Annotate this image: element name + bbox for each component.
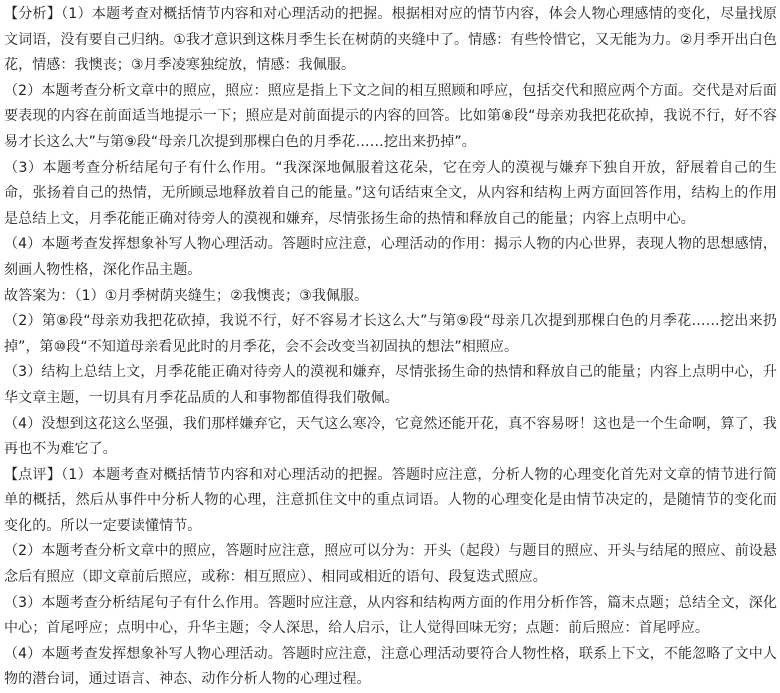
comment-q2: （2）本题考查分析文章中的照应，答题时应注意，照应可以分为：开头（起段）与题目的照应、开头与结尾的照应、前设悬念后有照应（即文章前后照应，或称：相互照应）、相同或相近的语句、段复迭式照应。 — [4, 543, 777, 586]
analysis-section — [4, 2, 777, 284]
answer-section — [4, 284, 777, 463]
answer-q1: 故答案为：（1）①月季树荫夹缝生；②我懊丧；③我佩服。 — [4, 287, 369, 304]
answer-q4: （4）没想到这花这么坚强，我们那样嫌弃它，天气这么寒冷，它竟然还能开花，真不容易呀！这也是一个生命啊，算了，我再也不为难它了。 — [4, 415, 777, 458]
answer-q3: （3）结构上总结上文，月季花能正确对待旁人的漠视和嫌弃，尽情张扬生命的热情和释放自己的能量；内容上点明中心，升华文章主题，一切具有月季花品质的人和事物都值得我们敬佩。 — [4, 364, 777, 406]
comment-q4: （4）本题考查发挥想象补写人物心理活动。答题时应注意，注意心理活动要符合人物性格，联系上下文，不能忽略了文中人物的潜台词，通过语言、神态、动作分析人物的心理过程。 — [4, 645, 777, 688]
analysis-q2: （2）本题考查分析文章中的照应，照应：照应是指上下文之间的相互照顾和呼应，包括交代和照应两个方面。交代是对后面要表现的内容在前面适当地提示一下；照应是对前面提示的内容的回答。比如第⑧段“母亲劝我把花砍掉，我说不行，好不容易才长这么大”与第⑨段“母亲几次提到那棵白色的月季花……挖出来扔掉”。 — [4, 82, 777, 150]
analysis-q1: 【分析】（1）本题考查对概括情节内容和对心理活动的把握。根据相对应的情节内容，体会人物心理感情的变化，尽量找原文词语，没有要自己归纳。①我才意识到这株月季生长在树荫的夹缝中了。情感：有些怜惜它，又无能为力。②月季开出白色花，情感：我懊丧；③月季凌寒独绽放，情感：我佩服。 — [4, 6, 777, 74]
comment-q1: 【点评】（1）本题考查对概括情节内容和对心理活动的把握。答题时应注意，分析人物的心理变化首先对文章的情节进行简单的概括，然后从事件中分析人物的心理，注意抓住文中的重点词语。人物的心理变化是由情节决定的，是随情节的变化而变化的。所以一定要读懂情节。 — [4, 466, 777, 534]
comment-q3: （3）本题考查分析结尾句子有什么作用。答题时应注意，从内容和结构两方面的作用分析作答，篇末点题；总结全文，深化中心；首尾呼应；点明中心，升华主题；令人深思，给人启示，让人觉得回味无穷；点题：前后照应：首尾呼应。 — [4, 594, 777, 637]
answer-q2: （2）第⑧段“母亲劝我把花砍掉，我说不行，好不容易才长这么大”与第⑨段“母亲几次提到那棵白色的月季花……挖出来扔掉”，第⑩段“不知道母亲看见此时的月季花，会不会改变当初固执的想法”相照应。 — [4, 313, 777, 355]
analysis-q3: （3）本题考查分析结尾句子有什么作用。“我深深地佩服着这花朵，它在旁人的漠视与嫌弃下独自开放，舒展着自己的生命，张扬着自己的热情，无所顾忌地释放着自己的能量。”这句话结束全文，从内容和结构上两方面回答作用，结构上的作用是总结上文，月季花能正确对待旁人的漠视和嫌弃，尽情张扬生命的热情和释放自己的能量；内容上点明中心。 — [4, 159, 777, 227]
analysis-q4: （4）本题考查发挥想象补写人物心理活动。答题时应注意，心理活动的作用：揭示人物的内心世界，表现人物的思想感情，刻画人物性格，深化作品主题。 — [4, 236, 777, 278]
comment-section — [4, 463, 777, 693]
